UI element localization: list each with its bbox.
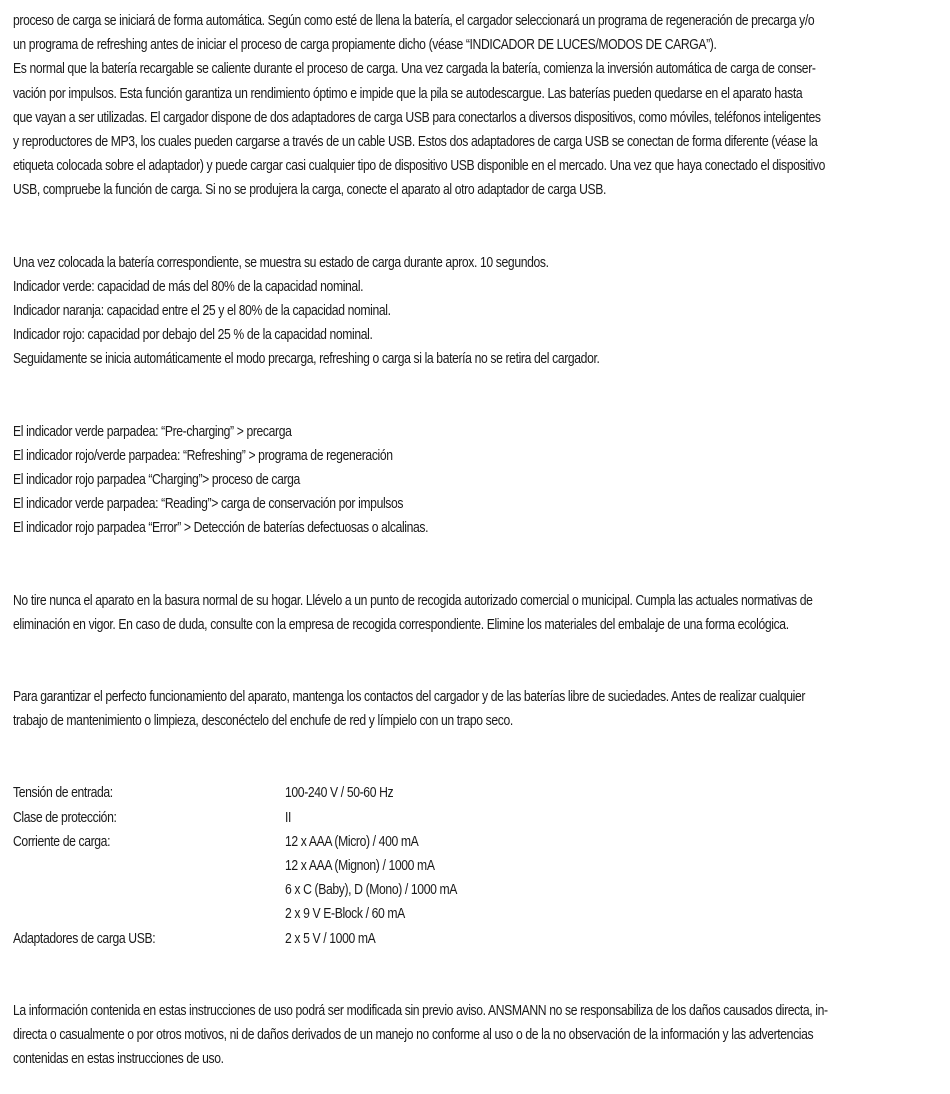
maintenance-paragraph — [13, 685, 943, 733]
disposal-paragraph — [13, 589, 943, 637]
status-line: Indicador naranja: capacidad entre el 25 y el 80% de la capacidad nominal. — [13, 303, 391, 320]
maintenance-line: Para garantizar el perfecto funcionamiento del aparato, mantenga los contactos del cargador y de las baterías libre de suciedades. Antes de realizar cualquier — [13, 689, 806, 706]
spec-row — [13, 878, 943, 902]
spec-row — [13, 781, 943, 805]
disposal-line: No tire nunca el aparato en la basura normal de su hogar. Llévelo a un punto de recogida autorizado comercial o municipal. Cumpla las actuales normativas de — [13, 592, 813, 609]
spec-value: II — [285, 809, 292, 826]
spec-label: Tensión de entrada: — [13, 785, 113, 802]
spec-value: 2 x 5 V / 1000 mA — [285, 930, 376, 947]
document-page — [13, 9, 943, 1071]
modes-paragraph — [13, 420, 943, 541]
spec-value: 2 x 9 V E-Block / 60 mA — [285, 906, 405, 923]
mode-line: El indicador rojo/verde parpadea: “Refreshing” > programa de regeneración — [13, 447, 393, 464]
spec-value: 6 x C (Baby), D (Mono) / 1000 mA — [285, 882, 458, 899]
intro-line: proceso de carga se iniciará de forma automática. Según como esté de llena la batería, el cargador seleccionará un programa de regeneración de precarga y/o — [13, 13, 815, 29]
spec-label: Adaptadores de carga USB: — [13, 930, 156, 947]
status-line: Indicador verde: capacidad de más del 80% de la capacidad nominal. — [13, 278, 364, 295]
intro-line: USB, compruebe la función de carga. Si no se produjera la carga, conecte el aparato al otro adaptador de carga USB. — [13, 182, 606, 199]
status-paragraph — [13, 251, 943, 372]
intro-line: etiqueta colocada sobre el adaptador) y puede cargar casi cualquier tipo de dispositivo USB disponible en el mercado. Una vez que haya conectado el dispositivo — [13, 158, 825, 175]
intro-line: y reproductores de MP3, los cuales pueden cargarse a través de un cable USB. Estos dos adaptadores de carga USB se conectan de forma diferente (véase la — [13, 134, 818, 151]
spec-row — [13, 806, 943, 830]
spec-row — [13, 902, 943, 926]
mode-line: El indicador verde parpadea: “Reading”> carga de conservación por impulsos — [13, 496, 404, 513]
spec-row — [13, 830, 943, 854]
status-line: Una vez colocada la batería correspondiente, se muestra su estado de carga durante aprox. 10 segundos. — [13, 254, 549, 271]
mode-line: El indicador rojo parpadea “Error” > Detección de baterías defectuosas o alcalinas. — [13, 520, 429, 537]
maintenance-line: trabajo de mantenimiento o limpieza, desconéctelo del enchufe de red y límpielo con un trapo seco. — [13, 713, 513, 730]
spec-label: Clase de protección: — [13, 809, 117, 826]
spec-row — [13, 854, 943, 878]
mode-line: El indicador verde parpadea: “Pre-charging” > precarga — [13, 423, 292, 440]
intro-line: un programa de refreshing antes de iniciar el proceso de carga propiamente dicho (véase “INDICADOR DE LUCES/MODOS DE CARGA”). — [13, 37, 717, 54]
intro-line: Es normal que la batería recargable se caliente durante el proceso de carga. Una vez cargada la batería, comienza la inversión automática de carga de conser- — [13, 61, 816, 78]
specs-table — [13, 781, 943, 950]
status-line: Indicador rojo: capacidad por debajo del 25 % de la capacidad nominal. — [13, 327, 373, 344]
disclaimer-line: directa o casualmente o por otros motivos, ni de daños derivados de un manejo no conforme al uso o de la no observación de la información y las advertencias — [13, 1026, 814, 1043]
disposal-line: eliminación en vigor. En caso de duda, consulte con la empresa de recogida correspondiente. Elimine los materiales del embalaje de una forma ecológica. — [13, 616, 789, 633]
intro-line: que vayan a ser utilizadas. El cargador dispone de dos adaptadores de carga USB para conectarlos a diversos dispositivos, como móviles, teléfonos inteligentes — [13, 109, 821, 126]
mode-line: El indicador rojo parpadea “Charging”> proceso de carga — [13, 472, 300, 489]
spec-row — [13, 927, 943, 951]
spec-value: 12 x AAA (Micro) / 400 mA — [285, 833, 419, 850]
spec-value: 12 x AAA (Mignon) / 1000 mA — [285, 858, 435, 875]
spec-label: Corriente de carga: — [13, 833, 111, 850]
intro-line: vación por impulsos. Esta función garantiza un rendimiento óptimo e impide que la pila se autodescargue. Las baterías pueden quedarse en el aparato hasta — [13, 85, 803, 102]
disclaimer-line: contenidas en estas instrucciones de uso. — [13, 1051, 224, 1068]
disclaimer-line: La información contenida en estas instrucciones de uso podrá ser modificada sin previo aviso. ANSMANN no se responsabiliza de los daños causados directa, in- — [13, 1002, 828, 1019]
intro-paragraph — [13, 9, 943, 203]
spec-value: 100-240 V / 50-60 Hz — [285, 785, 394, 802]
disclaimer-paragraph — [13, 999, 943, 1072]
status-line: Seguidamente se inicia automáticamente el modo precarga, refreshing o carga si la batería no se retira del cargador. — [13, 351, 600, 368]
